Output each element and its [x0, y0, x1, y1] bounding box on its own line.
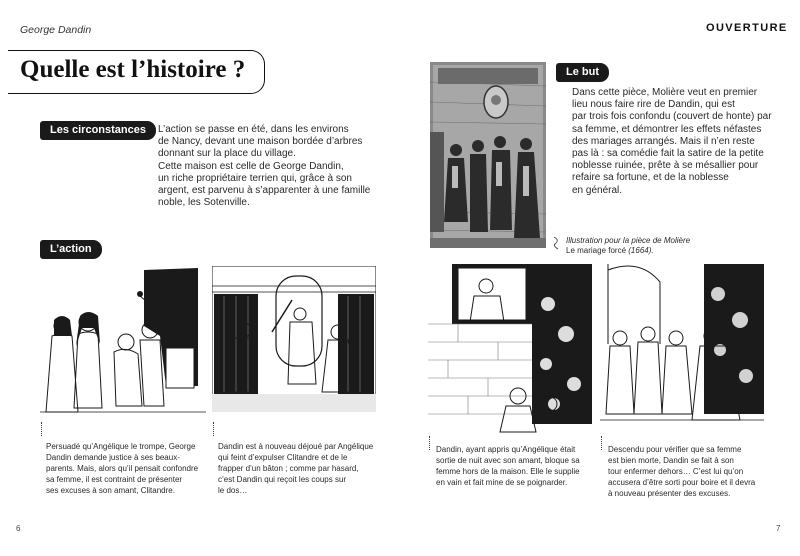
- text-line: des mariages arrangés. Mais il n’en reste: [572, 135, 755, 147]
- caption-line: accusera d’être sorti pour boire et il devra: [608, 478, 756, 487]
- caption-line: en vain et fait mine de se poignarder.: [436, 478, 568, 487]
- caption-line: Dandin demande justice à ses beaux-: [46, 453, 180, 462]
- caption-line: Illustration pour la pièce de Molière: [566, 236, 691, 245]
- text-line: Dans cette pièce, Molière veut en premier: [572, 87, 758, 98]
- caption-line: Persuadé qu’Angélique le trompe, George: [46, 442, 196, 451]
- caption-line: sa femme, il est contraint de présenter: [46, 475, 183, 484]
- page-title: Quelle est l’histoire ?: [20, 56, 246, 83]
- panel-3-caption: [436, 444, 596, 488]
- caption-line: Descendu pour vérifier que sa femme: [608, 445, 742, 454]
- panel-2-divider: [213, 422, 214, 436]
- text-line: de Nancy, devant une maison bordée d’arbres: [158, 136, 363, 148]
- caption-line: [566, 246, 690, 256]
- panel-1-illustration: [40, 266, 206, 418]
- panel-3-divider: [429, 436, 430, 450]
- caption-line: c’est Dandin qui reçoit les coups sur: [218, 475, 347, 484]
- panel-4-divider: [601, 436, 602, 450]
- text-line: pas là : sa comédie fait la satire de la petite: [572, 148, 764, 160]
- circonstances-text: [158, 124, 408, 209]
- caption-line: tour enfermer dehors… C’est lui qu’on: [608, 467, 744, 476]
- panel-2-illustration: [212, 266, 376, 412]
- caption-line: frapper d’un bâton ; comme par hasard,: [218, 464, 359, 473]
- panel-4-illustration: [600, 264, 764, 434]
- caption-line: parents. Mais, alors qu’il pensait confondre: [46, 464, 199, 473]
- caption-line: est bien morte, Dandin se fait à son: [608, 456, 734, 465]
- caption-line: à nouveau présenter des excuses.: [608, 489, 731, 498]
- but-text: [572, 87, 787, 197]
- action-label: L’action: [40, 240, 102, 259]
- text-line: par trois fois confondu (couvert de honte) par: [572, 111, 772, 123]
- caption-hook-icon: [552, 236, 562, 250]
- text-line: L’action se passe en été, dans les environs: [158, 124, 349, 135]
- caption-work-title: Le mariage forcé: [566, 245, 629, 255]
- text-line: donnant sur la place du village.: [158, 148, 296, 160]
- panel-2-caption: [218, 441, 380, 496]
- series-title: George Dandin: [20, 24, 92, 36]
- caption-line: femme hors de la maison. Elle le supplie: [436, 467, 580, 476]
- panel-1-caption: [46, 441, 206, 496]
- caption-line: sortie de nuit avec son amant, bloque sa: [436, 456, 580, 465]
- text-line: noble, les Sotenville.: [158, 197, 250, 209]
- caption-line: qui feint d’expulser Clitandre et de le: [218, 453, 348, 462]
- engraving-caption: [566, 236, 690, 255]
- section-tag: OUVERTURE: [706, 22, 788, 34]
- text-line: lieu nous faire rire de Dandin, qui est: [572, 99, 735, 111]
- caption-line: ses excuses à son amant, Clitandre.: [46, 486, 175, 495]
- caption-line: Dandin est à nouveau déjoué par Angélique: [218, 442, 374, 451]
- text-line: un riche propriétaire terrien qui, grâce à son: [158, 172, 352, 184]
- text-line: refaire sa fortune, et de la noblesse: [572, 172, 729, 184]
- panel-1-divider: [41, 422, 42, 436]
- text-line: argent, est parvenu à s’apparenter à une famille: [158, 185, 371, 197]
- panel-3-illustration: [428, 264, 592, 434]
- text-line: sa femme, et démontrer les effets néfastes: [572, 123, 762, 135]
- caption-year: (1664).: [628, 245, 654, 255]
- text-line: Cette maison est celle de George Dandin,: [158, 160, 344, 172]
- page-number-right: 7: [776, 524, 781, 533]
- caption-line: Dandin, ayant appris qu’Angélique était: [436, 445, 576, 454]
- text-line: en général.: [572, 184, 623, 196]
- engraving-illustration: [430, 62, 546, 248]
- but-label: Le but: [556, 63, 609, 82]
- circonstances-label: Les circonstances: [40, 121, 156, 140]
- caption-line: le dos…: [218, 486, 248, 495]
- panel-4-caption: [608, 444, 784, 499]
- page-number-left: 6: [16, 524, 21, 533]
- text-line: noblesse ruinée, prête à se mésallier pour: [572, 160, 759, 172]
